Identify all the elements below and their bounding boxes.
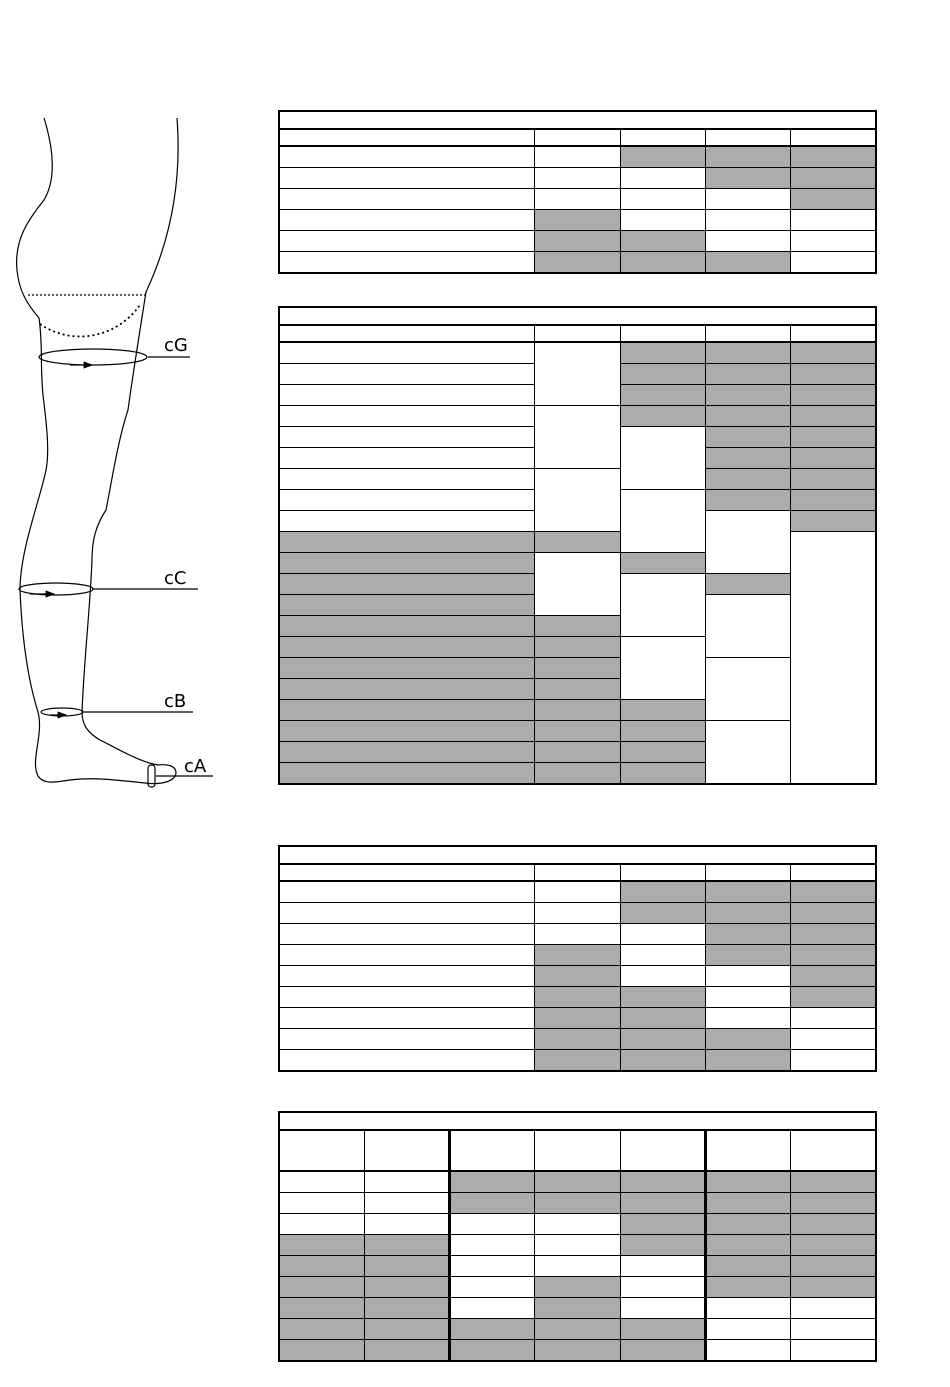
shaded-cell — [705, 342, 790, 364]
shaded-cell — [279, 1277, 364, 1298]
table-row — [279, 210, 876, 231]
empty-cell — [535, 189, 620, 210]
shaded-cell — [364, 1298, 449, 1319]
shaded-cell — [450, 1193, 535, 1214]
empty-cell — [535, 146, 620, 168]
shaded-cell — [535, 721, 620, 742]
empty-cell — [279, 168, 535, 189]
shaded-cell — [535, 966, 620, 987]
table-row — [279, 342, 876, 364]
table-header-cell — [620, 129, 705, 146]
empty-cell — [791, 1319, 876, 1340]
empty-cell — [450, 1277, 535, 1298]
shaded-cell — [705, 385, 790, 406]
table-row — [279, 658, 876, 679]
shaded-cell — [364, 1340, 449, 1362]
empty-cell — [791, 252, 876, 274]
table-row — [279, 945, 876, 966]
empty-cell — [450, 1214, 535, 1235]
table-row — [279, 1193, 876, 1214]
shaded-cell — [535, 1029, 620, 1050]
shaded-cell — [791, 1171, 876, 1193]
empty-cell — [620, 637, 705, 700]
empty-cell — [791, 210, 876, 231]
empty-cell — [705, 1340, 790, 1362]
shaded-cell — [791, 342, 876, 364]
table-row — [279, 1298, 876, 1319]
shaded-cell — [364, 1319, 449, 1340]
shaded-cell — [791, 448, 876, 469]
table-row — [279, 231, 876, 252]
table-row — [279, 903, 876, 924]
empty-cell — [705, 1298, 790, 1319]
shaded-cell — [620, 231, 705, 252]
shaded-cell — [791, 427, 876, 448]
table-header-cell — [535, 325, 620, 342]
empty-cell — [620, 1298, 705, 1319]
table-header-cell — [705, 1130, 790, 1171]
empty-cell — [279, 987, 535, 1008]
table-header-cell — [279, 129, 535, 146]
shaded-cell — [705, 1256, 790, 1277]
table-header-cell — [450, 1130, 535, 1171]
empty-cell — [279, 231, 535, 252]
shaded-cell — [620, 1235, 705, 1256]
shaded-cell — [620, 881, 705, 903]
shaded-cell — [791, 966, 876, 987]
empty-cell — [279, 342, 535, 364]
shaded-cell — [705, 490, 790, 511]
shaded-cell — [535, 637, 620, 658]
empty-cell — [620, 945, 705, 966]
shaded-cell — [791, 987, 876, 1008]
shaded-cell — [791, 511, 876, 532]
shaded-cell — [791, 406, 876, 427]
shaded-cell — [705, 168, 790, 189]
table-header-cell — [535, 129, 620, 146]
shaded-cell — [791, 903, 876, 924]
empty-cell — [279, 945, 535, 966]
shaded-cell — [279, 658, 535, 679]
table-row — [279, 469, 876, 490]
empty-cell — [705, 231, 790, 252]
shaded-cell — [791, 1193, 876, 1214]
shaded-cell — [535, 1340, 620, 1362]
table-header-cell — [620, 325, 705, 342]
empty-cell — [705, 721, 790, 785]
shaded-cell — [791, 189, 876, 210]
size-table-3 — [278, 845, 877, 1072]
empty-cell — [705, 1008, 790, 1029]
empty-cell — [705, 658, 790, 721]
table-row — [279, 1029, 876, 1050]
empty-cell — [705, 511, 790, 574]
empty-cell — [535, 903, 620, 924]
shaded-cell — [364, 1235, 449, 1256]
shaded-cell — [705, 469, 790, 490]
shaded-cell — [279, 742, 535, 763]
table-row — [279, 1050, 876, 1072]
empty-cell — [279, 903, 535, 924]
empty-cell — [279, 966, 535, 987]
empty-cell — [791, 1029, 876, 1050]
shaded-cell — [535, 252, 620, 274]
table-row — [279, 1256, 876, 1277]
shaded-cell — [279, 679, 535, 700]
shaded-cell — [620, 342, 705, 364]
shaded-cell — [535, 1319, 620, 1340]
empty-cell — [620, 1256, 705, 1277]
table-header-cell — [279, 1130, 364, 1171]
shaded-cell — [279, 574, 535, 595]
table-row — [279, 146, 876, 168]
shaded-cell — [450, 1171, 535, 1193]
empty-cell — [620, 574, 705, 637]
empty-cell — [279, 146, 535, 168]
shaded-cell — [620, 700, 705, 721]
shaded-cell — [705, 945, 790, 966]
shaded-cell — [705, 1277, 790, 1298]
empty-cell — [364, 1214, 449, 1235]
empty-cell — [791, 231, 876, 252]
empty-cell — [450, 1256, 535, 1277]
empty-cell — [279, 1050, 535, 1072]
empty-cell — [535, 924, 620, 945]
empty-cell — [279, 1008, 535, 1029]
label-cb: cB — [164, 691, 187, 712]
table-header-cell — [705, 325, 790, 342]
table-title-cell — [279, 846, 876, 864]
shaded-cell — [705, 406, 790, 427]
shaded-cell — [791, 385, 876, 406]
table-header-cell — [705, 864, 790, 881]
empty-cell — [535, 1256, 620, 1277]
empty-cell — [279, 364, 535, 385]
shaded-cell — [705, 427, 790, 448]
shaded-cell — [620, 903, 705, 924]
shaded-cell — [535, 1277, 620, 1298]
shaded-cell — [705, 1214, 790, 1235]
empty-cell — [279, 511, 535, 532]
empty-cell — [535, 881, 620, 903]
shaded-cell — [279, 1298, 364, 1319]
shaded-cell — [620, 1171, 705, 1193]
shaded-cell — [279, 595, 535, 616]
shaded-cell — [535, 987, 620, 1008]
empty-cell — [705, 210, 790, 231]
shaded-cell — [620, 1008, 705, 1029]
shaded-cell — [535, 945, 620, 966]
shaded-cell — [705, 903, 790, 924]
empty-cell — [791, 1298, 876, 1319]
shaded-cell — [620, 1050, 705, 1072]
table-row — [279, 252, 876, 274]
empty-cell — [279, 210, 535, 231]
table-header-cell — [279, 325, 535, 342]
empty-cell — [535, 406, 620, 469]
empty-cell — [535, 342, 620, 406]
empty-cell — [791, 1008, 876, 1029]
empty-cell — [620, 189, 705, 210]
empty-cell — [450, 1235, 535, 1256]
shaded-cell — [791, 1256, 876, 1277]
empty-cell — [279, 1029, 535, 1050]
table-row — [279, 168, 876, 189]
table-header-cell — [364, 1130, 449, 1171]
table-row — [279, 1235, 876, 1256]
empty-cell — [364, 1193, 449, 1214]
table-row — [279, 1319, 876, 1340]
shaded-cell — [705, 1050, 790, 1072]
label-cc: cC — [164, 568, 187, 589]
empty-cell — [705, 595, 790, 658]
shaded-cell — [620, 721, 705, 742]
leg-back-outline — [17, 118, 176, 784]
table-header-cell — [535, 864, 620, 881]
shaded-cell — [364, 1277, 449, 1298]
empty-cell — [279, 427, 535, 448]
shaded-cell — [791, 490, 876, 511]
shaded-cell — [705, 1193, 790, 1214]
shaded-cell — [279, 700, 535, 721]
table-row — [279, 881, 876, 903]
shaded-cell — [620, 1029, 705, 1050]
table-row — [279, 966, 876, 987]
empty-cell — [535, 1214, 620, 1235]
shaded-cell — [620, 1319, 705, 1340]
leg-front-outline — [82, 118, 178, 712]
shaded-cell — [279, 637, 535, 658]
shaded-cell — [535, 1050, 620, 1072]
empty-cell — [620, 966, 705, 987]
empty-cell — [791, 1050, 876, 1072]
shaded-cell — [791, 945, 876, 966]
table-row — [279, 987, 876, 1008]
shaded-cell — [620, 987, 705, 1008]
size-table-4 — [278, 1111, 877, 1362]
shaded-cell — [791, 469, 876, 490]
empty-cell — [705, 987, 790, 1008]
shaded-cell — [791, 1214, 876, 1235]
shaded-cell — [279, 616, 535, 637]
empty-cell — [620, 1277, 705, 1298]
shaded-cell — [705, 364, 790, 385]
size-table-2 — [278, 306, 877, 785]
shaded-cell — [791, 364, 876, 385]
shaded-cell — [279, 1340, 364, 1362]
empty-cell — [279, 189, 535, 210]
shaded-cell — [705, 574, 790, 595]
shaded-cell — [791, 1277, 876, 1298]
shaded-cell — [620, 553, 705, 574]
table-row — [279, 189, 876, 210]
shaded-cell — [705, 252, 790, 274]
shaded-cell — [535, 742, 620, 763]
shaded-cell — [620, 742, 705, 763]
table-row — [279, 924, 876, 945]
table-row — [279, 1277, 876, 1298]
shaded-cell — [791, 168, 876, 189]
table-header-cell — [791, 129, 876, 146]
table-header-cell — [705, 129, 790, 146]
shaded-cell — [620, 1193, 705, 1214]
empty-cell — [535, 1235, 620, 1256]
shaded-cell — [279, 1235, 364, 1256]
shaded-cell — [620, 1214, 705, 1235]
shaded-cell — [535, 616, 620, 637]
shaded-cell — [535, 1193, 620, 1214]
empty-cell — [279, 1193, 364, 1214]
shaded-cell — [705, 448, 790, 469]
empty-cell — [620, 490, 705, 553]
shaded-cell — [705, 924, 790, 945]
shaded-cell — [535, 1298, 620, 1319]
shaded-cell — [791, 146, 876, 168]
empty-cell — [279, 252, 535, 274]
shaded-cell — [535, 763, 620, 785]
shaded-cell — [620, 146, 705, 168]
shaded-cell — [535, 231, 620, 252]
shaded-cell — [791, 881, 876, 903]
table-header-cell — [791, 864, 876, 881]
shaded-cell — [791, 1235, 876, 1256]
shaded-cell — [535, 210, 620, 231]
empty-cell — [705, 1319, 790, 1340]
empty-cell — [620, 427, 705, 490]
empty-cell — [535, 469, 620, 532]
shaded-cell — [535, 700, 620, 721]
table-header-cell — [279, 864, 535, 881]
shaded-cell — [450, 1340, 535, 1362]
empty-cell — [535, 553, 620, 616]
shaded-cell — [279, 1319, 364, 1340]
shaded-cell — [364, 1256, 449, 1277]
table-header-cell — [620, 864, 705, 881]
shaded-cell — [791, 924, 876, 945]
shaded-cell — [620, 364, 705, 385]
shaded-cell — [705, 1171, 790, 1193]
empty-cell — [279, 406, 535, 427]
shaded-cell — [279, 721, 535, 742]
leg-diagram — [0, 0, 240, 820]
empty-cell — [620, 924, 705, 945]
empty-cell — [279, 448, 535, 469]
shaded-cell — [705, 146, 790, 168]
size-table-1 — [278, 110, 877, 274]
table-row — [279, 1171, 876, 1193]
empty-cell — [279, 385, 535, 406]
empty-cell — [620, 168, 705, 189]
shaded-cell — [620, 385, 705, 406]
empty-cell — [279, 1171, 364, 1193]
table-row — [279, 1008, 876, 1029]
shaded-cell — [279, 532, 535, 553]
empty-cell — [705, 189, 790, 210]
empty-cell — [620, 210, 705, 231]
table-row — [279, 406, 876, 427]
empty-cell — [705, 966, 790, 987]
table-header-cell — [620, 1130, 705, 1171]
table-title-cell — [279, 307, 876, 325]
table-header-cell — [791, 1130, 876, 1171]
table-row — [279, 721, 876, 742]
empty-cell — [791, 1340, 876, 1362]
empty-cell — [535, 168, 620, 189]
table-title-cell — [279, 111, 876, 129]
shaded-cell — [279, 1256, 364, 1277]
shaded-cell — [535, 1008, 620, 1029]
shaded-cell — [705, 881, 790, 903]
shaded-cell — [450, 1319, 535, 1340]
empty-cell — [279, 924, 535, 945]
table-row — [279, 1214, 876, 1235]
label-ca: cA — [184, 756, 207, 777]
shaded-cell — [620, 406, 705, 427]
empty-cell — [279, 490, 535, 511]
table-row — [279, 1340, 876, 1362]
table-header-cell — [791, 325, 876, 342]
empty-cell — [450, 1298, 535, 1319]
shaded-cell — [535, 658, 620, 679]
empty-cell — [279, 469, 535, 490]
table-title-cell — [279, 1112, 876, 1130]
table-header-cell — [535, 1130, 620, 1171]
empty-cell — [364, 1171, 449, 1193]
empty-cell — [279, 1214, 364, 1235]
shaded-cell — [535, 532, 620, 553]
shaded-cell — [279, 553, 535, 574]
empty-cell — [279, 881, 535, 903]
shaded-cell — [620, 763, 705, 785]
shaded-cell — [705, 1235, 790, 1256]
shaded-cell — [705, 1029, 790, 1050]
shaded-cell — [620, 252, 705, 274]
shaded-cell — [620, 1340, 705, 1362]
shaded-cell — [535, 679, 620, 700]
shaded-cell — [279, 763, 535, 785]
shaded-cell — [535, 1171, 620, 1193]
label-cg: cG — [164, 335, 188, 356]
